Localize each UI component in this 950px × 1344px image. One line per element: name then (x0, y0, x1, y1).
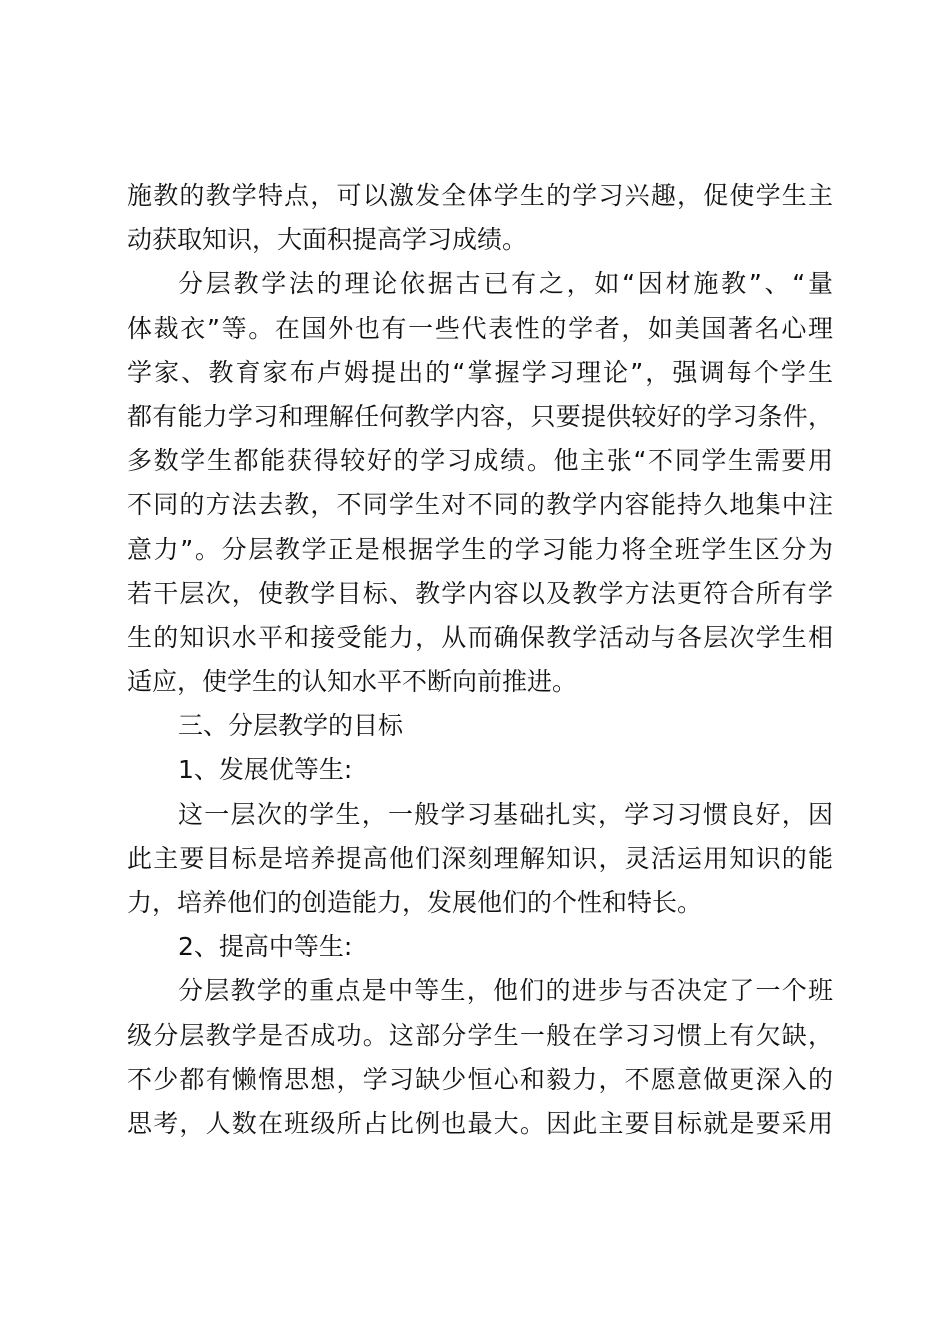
text-line: 这一层次的学生，一般学习基础扎实，学习习惯良好，因 (178, 799, 833, 829)
text-line: 若干层次，使教学目标、教学内容以及教学方法更符合所有学 (127, 578, 833, 608)
document-body (127, 174, 833, 1146)
text-line: 不少都有懒惰思想，学习缺少恒心和毅力，不愿意做更深入的 (127, 1064, 833, 1094)
text-line: 适应，使学生的认知水平不断向前推进。 (127, 667, 578, 697)
text-line: 生的知识水平和接受能力，从而确保教学活动与各层次学生相 (127, 622, 833, 652)
text-line: 体裁衣”等。在国外也有一些代表性的学者，如美国著名心理 (127, 313, 833, 343)
section-heading: 三、分层教学的目标 (178, 711, 404, 741)
text-line: 思考，人数在班级所占比例也最大。因此主要目标就是要采用 (127, 1108, 833, 1138)
text-line: 都有能力学习和理解任何教学内容，只要提供较好的学习条件， (127, 401, 833, 431)
text-line: 分层教学的重点是中等生，他们的进步与否决定了一个班 (178, 976, 833, 1006)
subsection-heading: 1、发展优等生: (178, 755, 353, 785)
text-line: 不同的方法去教，不同学生对不同的教学内容能持久地集中注 (127, 490, 833, 520)
text-line: 学家、教育家布卢姆提出的“掌握学习理论”，强调每个学生 (127, 357, 833, 387)
text-line: 意力”。分层教学正是根据学生的学习能力将全班学生区分为 (127, 534, 833, 564)
text-line: 分层教学法的理论依据古已有之，如“因材施教”、“量 (178, 269, 833, 299)
text-line: 级分层教学是否成功。这部分学生一般在学习习惯上有欠缺， (127, 1020, 833, 1050)
text-line: 多数学生都能获得较好的学习成绩。他主张“不同学生需要用 (127, 446, 833, 476)
text-line: 动获取知识，大面积提高学习成绩。 (127, 225, 528, 255)
text-line: 此主要目标是培养提高他们深刻理解知识，灵活运用知识的能 (127, 843, 833, 873)
text-line: 施教的教学特点，可以激发全体学生的学习兴趣，促使学生主 (127, 181, 833, 210)
text-line: 力，培养他们的创造能力，发展他们的个性和特长。 (127, 888, 703, 917)
subsection-heading: 2、提高中等生: (178, 932, 353, 962)
